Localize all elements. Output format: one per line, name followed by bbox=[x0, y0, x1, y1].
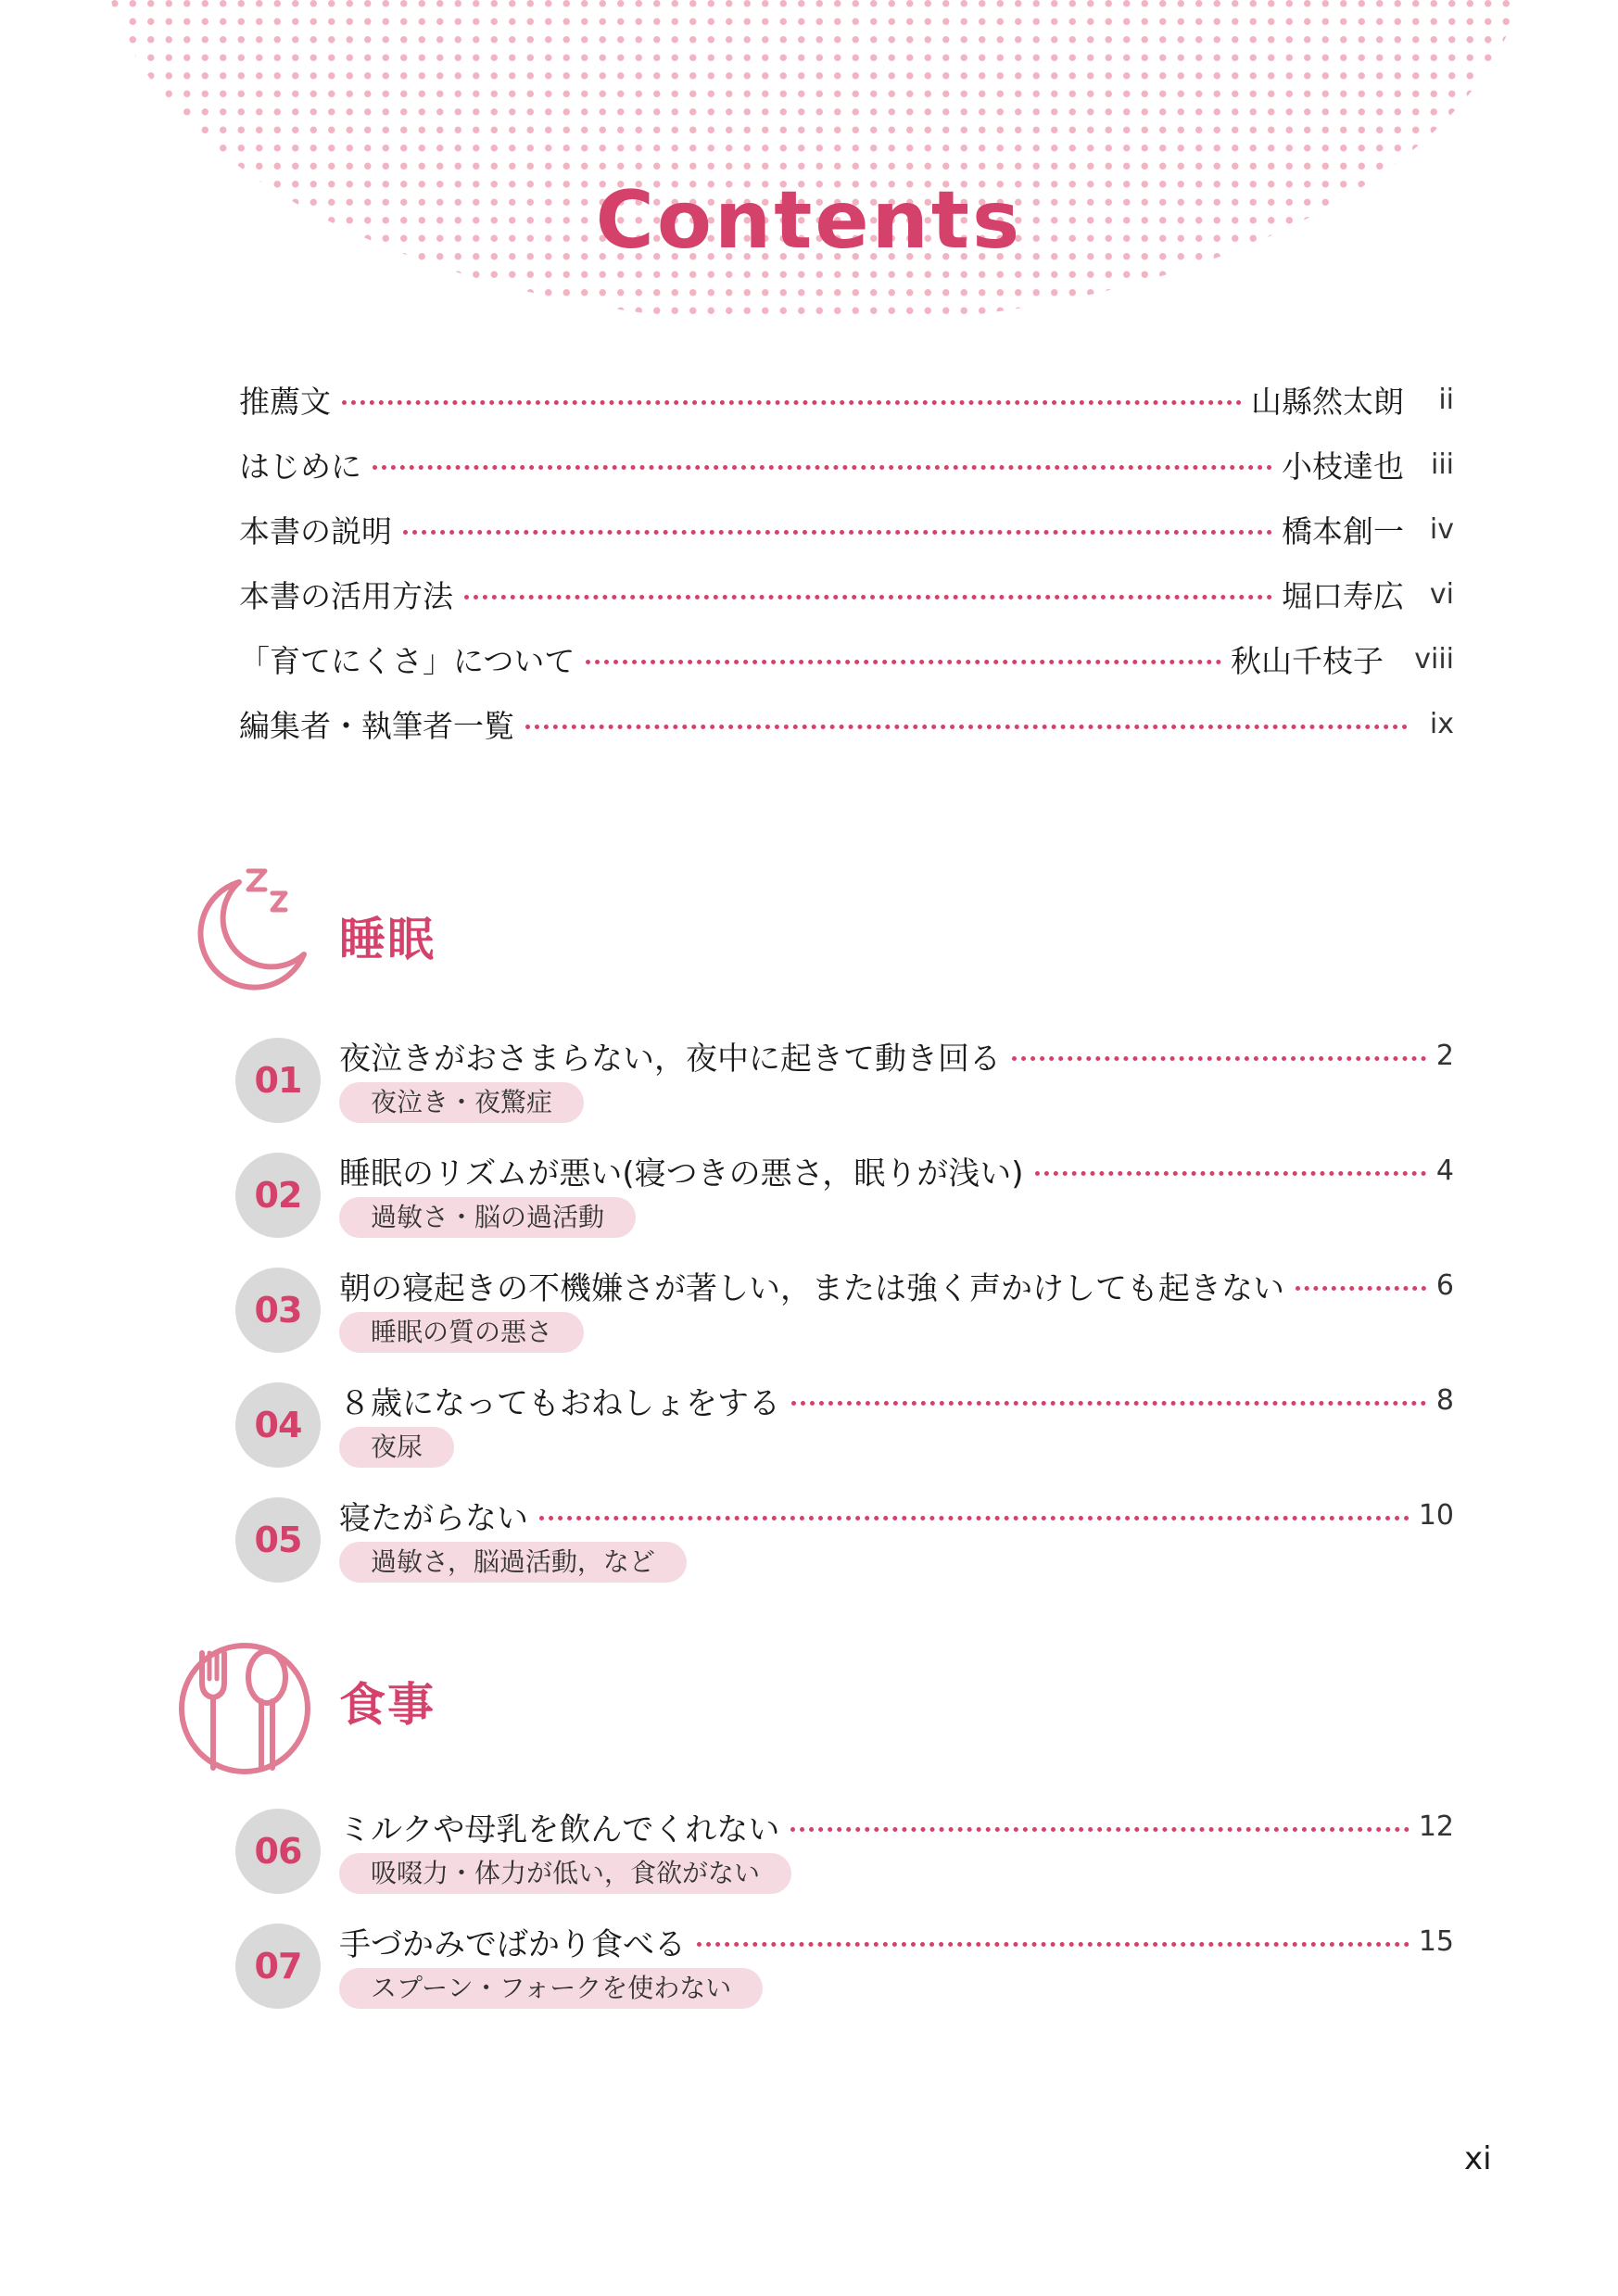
front-matter-label: 本書の活用方法 bbox=[239, 577, 453, 614]
front-matter-page: ii bbox=[1438, 383, 1454, 416]
dotted-leader bbox=[464, 595, 1272, 599]
section-title-meals: 食事 bbox=[339, 1678, 436, 1732]
toc-item-page: 6 bbox=[1435, 1268, 1454, 1302]
section-title-sleep: 睡眠 bbox=[339, 913, 436, 966]
front-matter-author: 山縣然太朗 bbox=[1251, 383, 1404, 420]
toc-item[interactable] bbox=[339, 1920, 1454, 1962]
header-dot-pattern bbox=[102, 0, 1529, 324]
toc-item-page: 15 bbox=[1418, 1924, 1454, 1958]
toc-item-page: 4 bbox=[1435, 1154, 1454, 1187]
front-matter-label: はじめに bbox=[239, 448, 361, 485]
dotted-leader bbox=[403, 530, 1272, 535]
toc-item-page: 10 bbox=[1418, 1498, 1454, 1532]
page-number: xi bbox=[1464, 2140, 1492, 2177]
front-matter-item[interactable] bbox=[239, 637, 1454, 680]
moon-sleep-icon bbox=[172, 862, 311, 1001]
front-matter-page: vi bbox=[1429, 577, 1454, 611]
toc-item[interactable] bbox=[339, 1805, 1454, 1848]
toc-item-page: 8 bbox=[1435, 1383, 1454, 1417]
dotted-leader bbox=[1296, 1286, 1426, 1291]
item-number-badge: 01 bbox=[235, 1038, 321, 1123]
toc-item-label: ミルクや母乳を飲んでくれない bbox=[339, 1810, 780, 1848]
dotted-leader bbox=[1035, 1171, 1427, 1176]
dotted-leader bbox=[1012, 1056, 1426, 1061]
dotted-leader bbox=[586, 660, 1221, 664]
item-number-badge: 07 bbox=[235, 1924, 321, 2009]
front-matter-item[interactable] bbox=[239, 378, 1454, 421]
dotted-leader bbox=[342, 400, 1242, 405]
fork-spoon-plate-icon bbox=[176, 1640, 313, 1777]
item-tag: 吸啜力・体力が低い，食欲がない bbox=[339, 1853, 791, 1894]
front-matter-page: viii bbox=[1414, 642, 1454, 675]
dotted-leader bbox=[525, 725, 1408, 729]
front-matter-page: ix bbox=[1429, 707, 1454, 740]
front-matter-author: 秋山千枝子 bbox=[1231, 642, 1384, 679]
toc-item-label: ８歳になってもおねしょをする bbox=[339, 1384, 780, 1422]
item-tag: 睡眠の質の悪さ bbox=[339, 1312, 584, 1353]
toc-item-label: 朝の寝起きの不機嫌さが著しい，または強く声かけしても起きない bbox=[339, 1269, 1284, 1307]
item-tag: 過敏さ・脳の過活動 bbox=[339, 1197, 636, 1238]
front-matter-label: 編集者・執筆者一覧 bbox=[239, 707, 514, 744]
dotted-leader bbox=[539, 1516, 1409, 1520]
front-matter-page: iv bbox=[1429, 512, 1454, 546]
toc-item-label: 睡眠のリズムが悪い(寝つきの悪さ，眠りが浅い) bbox=[339, 1154, 1024, 1192]
toc-item[interactable] bbox=[339, 1494, 1454, 1536]
toc-item-label: 手づかみでばかり食べる bbox=[339, 1925, 686, 1963]
front-matter-author: 小枝達也 bbox=[1282, 448, 1404, 485]
item-tag: 夜尿 bbox=[339, 1427, 454, 1468]
front-matter-author: 堀口寿広 bbox=[1282, 577, 1404, 614]
item-tag: 夜泣き・夜驚症 bbox=[339, 1082, 584, 1123]
toc-item-label: 夜泣きがおさまらない，夜中に起きて動き回る bbox=[339, 1040, 1001, 1078]
front-matter-item[interactable] bbox=[239, 573, 1454, 615]
page-title: Contents bbox=[595, 174, 1023, 267]
dotted-leader bbox=[697, 1942, 1409, 1947]
toc-item-page: 12 bbox=[1418, 1810, 1454, 1843]
item-number-badge: 06 bbox=[235, 1809, 321, 1894]
front-matter-item[interactable] bbox=[239, 443, 1454, 486]
toc-item[interactable] bbox=[339, 1379, 1454, 1421]
toc-item-label: 寝たがらない bbox=[339, 1499, 528, 1537]
front-matter-label: 推薦文 bbox=[239, 383, 331, 420]
item-number-badge: 02 bbox=[235, 1153, 321, 1238]
front-matter-page: iii bbox=[1430, 448, 1454, 481]
item-number-badge: 05 bbox=[235, 1497, 321, 1583]
dotted-leader bbox=[373, 465, 1272, 470]
front-matter-item[interactable] bbox=[239, 508, 1454, 550]
front-matter-label: 本書の説明 bbox=[239, 512, 392, 549]
dotted-leader bbox=[791, 1401, 1426, 1406]
front-matter-label: 「育てにくさ」について bbox=[239, 642, 575, 679]
toc-item[interactable] bbox=[339, 1034, 1454, 1077]
item-number-badge: 03 bbox=[235, 1268, 321, 1353]
front-matter-item[interactable] bbox=[239, 702, 1454, 745]
dotted-leader bbox=[790, 1827, 1409, 1832]
toc-item-page: 2 bbox=[1435, 1039, 1454, 1072]
item-tag: 過敏さ，脳過活動，など bbox=[339, 1542, 687, 1583]
toc-item[interactable] bbox=[339, 1264, 1454, 1306]
item-tag: スプーン・フォークを使わない bbox=[339, 1968, 763, 2009]
item-number-badge: 04 bbox=[235, 1382, 321, 1468]
front-matter-author: 橋本創一 bbox=[1282, 512, 1404, 549]
toc-item[interactable] bbox=[339, 1149, 1454, 1192]
